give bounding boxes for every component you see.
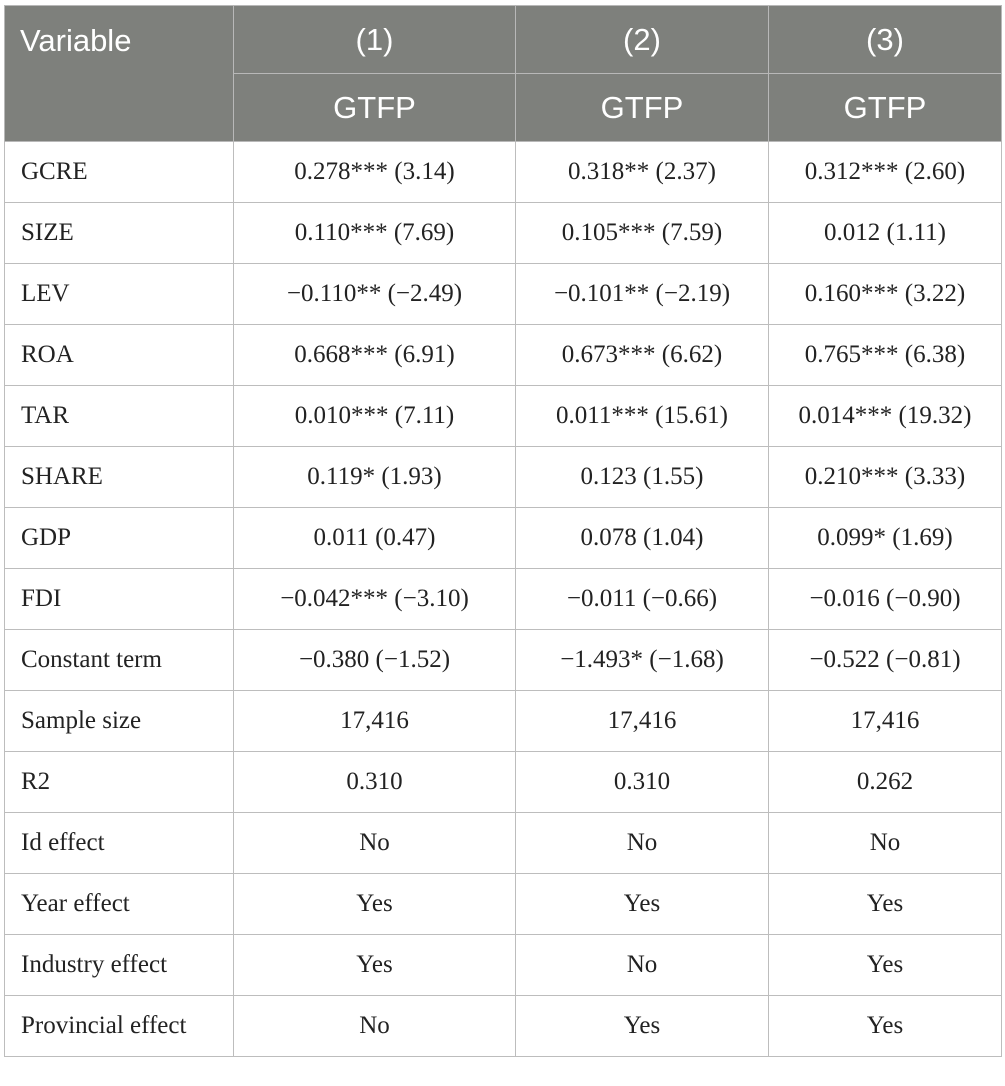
table-cell: −0.101** (−2.19)	[516, 264, 769, 325]
table-cell: −0.016 (−0.90)	[769, 569, 1002, 630]
row-label: Industry effect	[5, 935, 234, 996]
table-cell: 0.014*** (19.32)	[769, 386, 1002, 447]
table-cell: 0.011 (0.47)	[234, 508, 516, 569]
table-row	[5, 813, 1002, 874]
table-cell: 0.765*** (6.38)	[769, 325, 1002, 386]
row-label: TAR	[5, 386, 234, 447]
table-cell: 17,416	[769, 691, 1002, 752]
table-row	[5, 447, 1002, 508]
table-row	[5, 691, 1002, 752]
header-row-models	[5, 6, 1002, 74]
row-label: R2	[5, 752, 234, 813]
table-cell: 0.011*** (15.61)	[516, 386, 769, 447]
model-3-header: (3)	[769, 6, 1002, 74]
table-row	[5, 569, 1002, 630]
table-row	[5, 752, 1002, 813]
table-header	[5, 6, 1002, 142]
table-cell: 0.318** (2.37)	[516, 142, 769, 203]
row-label: GCRE	[5, 142, 234, 203]
row-label: Id effect	[5, 813, 234, 874]
table-cell: 0.310	[234, 752, 516, 813]
table-cell: Yes	[769, 996, 1002, 1057]
row-label: Sample size	[5, 691, 234, 752]
regression-table	[4, 5, 1002, 1057]
table-cell: 0.312*** (2.60)	[769, 142, 1002, 203]
table-cell: 0.673*** (6.62)	[516, 325, 769, 386]
row-label: GDP	[5, 508, 234, 569]
table-cell: 17,416	[516, 691, 769, 752]
table-cell: Yes	[516, 996, 769, 1057]
row-label: Year effect	[5, 874, 234, 935]
dependent-3-header: GTFP	[769, 74, 1002, 142]
table-body	[5, 142, 1002, 1057]
table-row	[5, 325, 1002, 386]
table-cell: −0.042*** (−3.10)	[234, 569, 516, 630]
table-cell: No	[769, 813, 1002, 874]
table-cell: 0.278*** (3.14)	[234, 142, 516, 203]
table-cell: 0.119* (1.93)	[234, 447, 516, 508]
table-row	[5, 264, 1002, 325]
row-label: Provincial effect	[5, 996, 234, 1057]
model-1-header: (1)	[234, 6, 516, 74]
variable-header: Variable	[5, 6, 234, 142]
table-cell: 0.160*** (3.22)	[769, 264, 1002, 325]
table-cell: 0.078 (1.04)	[516, 508, 769, 569]
table-cell: 0.210*** (3.33)	[769, 447, 1002, 508]
row-label: FDI	[5, 569, 234, 630]
table-cell: −0.522 (−0.81)	[769, 630, 1002, 691]
table-cell: 0.012 (1.11)	[769, 203, 1002, 264]
table-row	[5, 874, 1002, 935]
table-row	[5, 386, 1002, 447]
model-2-header: (2)	[516, 6, 769, 74]
table-cell: 0.010*** (7.11)	[234, 386, 516, 447]
dependent-2-header: GTFP	[516, 74, 769, 142]
table-cell: No	[234, 813, 516, 874]
row-label: SIZE	[5, 203, 234, 264]
table-cell: Yes	[234, 935, 516, 996]
dependent-1-header: GTFP	[234, 74, 516, 142]
table-cell: Yes	[769, 874, 1002, 935]
table-row	[5, 630, 1002, 691]
row-label: ROA	[5, 325, 234, 386]
row-label: Constant term	[5, 630, 234, 691]
table-cell: No	[516, 935, 769, 996]
table-row	[5, 203, 1002, 264]
table-cell: 0.310	[516, 752, 769, 813]
table-cell: 17,416	[234, 691, 516, 752]
table-row	[5, 142, 1002, 203]
table-cell: −0.011 (−0.66)	[516, 569, 769, 630]
table-cell: 0.668*** (6.91)	[234, 325, 516, 386]
table-row	[5, 996, 1002, 1057]
table-cell: Yes	[769, 935, 1002, 996]
table-cell: 0.110*** (7.69)	[234, 203, 516, 264]
table-cell: 0.123 (1.55)	[516, 447, 769, 508]
table-cell: 0.262	[769, 752, 1002, 813]
table-cell: −1.493* (−1.68)	[516, 630, 769, 691]
table-cell: No	[234, 996, 516, 1057]
table-cell: Yes	[234, 874, 516, 935]
table-cell: 0.105*** (7.59)	[516, 203, 769, 264]
table-cell: Yes	[516, 874, 769, 935]
table-cell: −0.380 (−1.52)	[234, 630, 516, 691]
table-row	[5, 935, 1002, 996]
row-label: SHARE	[5, 447, 234, 508]
table-cell: 0.099* (1.69)	[769, 508, 1002, 569]
row-label: LEV	[5, 264, 234, 325]
table-cell: No	[516, 813, 769, 874]
table-row	[5, 508, 1002, 569]
table-cell: −0.110** (−2.49)	[234, 264, 516, 325]
